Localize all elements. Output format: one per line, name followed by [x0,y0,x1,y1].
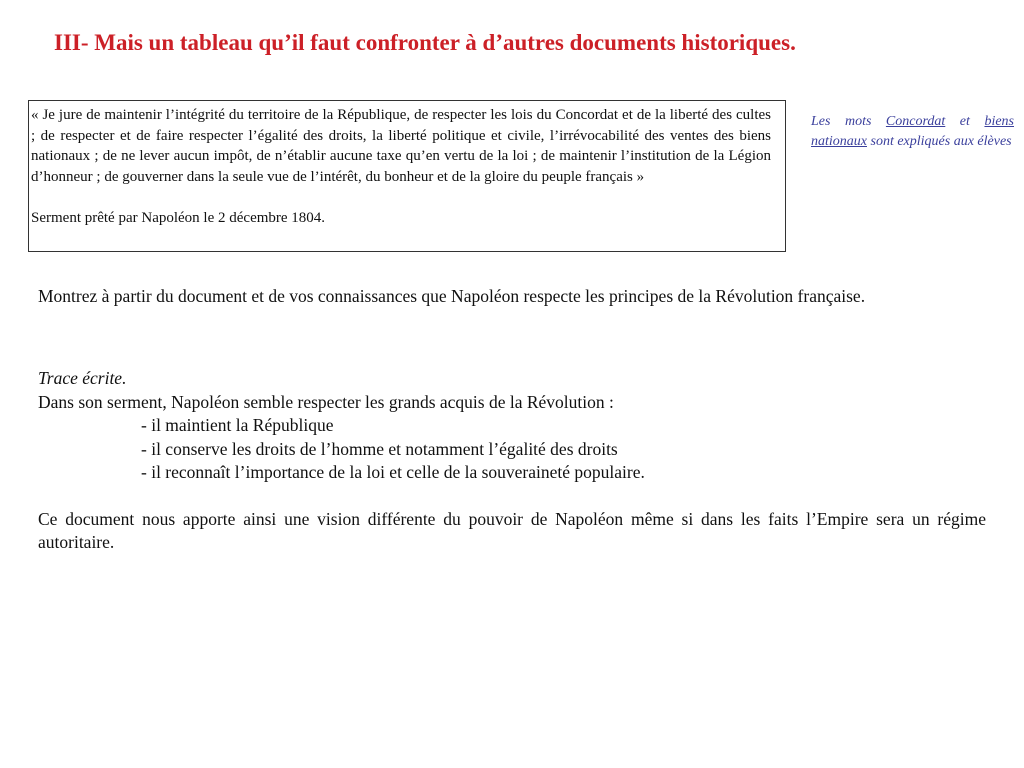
summary-bullet: - il reconnaît l’importance de la loi et celle de la souveraineté populaire. [141,462,645,482]
note-text: et [945,114,985,129]
note-text: Les mots [811,114,886,129]
question-prompt: Montrez à partir du document et de vos connaissances que Napoléon respecte les principes de la Révolution française. [38,286,866,306]
note-text: sont expliqués aux élèves [867,134,1012,149]
quote-box [28,100,786,252]
slide-title: III- Mais un tableau qu’il faut confronter à d’autres documents historiques. [54,30,796,55]
summary-bullet: - il conserve les droits de l’homme et notamment l’égalité des droits [141,438,618,459]
oath-quote: « Je jure de maintenir l’intégrité du territoire de la République, de respecter les lois du Concordat et de la liberté des cultes ; de respecter et de faire respecter l’égalité des droits, la liberté politique et civile, l’irrévocabilité des ventes des biens nationaux ; de ne lever aucun impôt, de n’établir aucune taxe qu’en vertu de la loi ; de maintenir l’institution de la Légion d’honneur ; de gouverner dans la seule vue de l’intérêt, du bonheur et de la gloire du peuple français » [31,107,771,185]
summary-heading: Trace écrite. [38,368,127,388]
teacher-note [811,112,1014,152]
quote-source: Serment prêté par Napoléon le 2 décembre 1804. [31,210,326,227]
written-summary [38,367,986,555]
note-term-biens-nationaux: biens nationaux [811,114,1014,149]
summary-bullet: - il maintient la République [141,415,334,435]
summary-intro: Dans son serment, Napoléon semble respecter les grands acquis de la Révolution : [38,391,614,412]
note-term-concordat: Concordat [885,114,946,129]
summary-conclusion: Ce document nous apporte ainsi une vision différente du pouvoir de Napoléon même si dans les faits l’Empire sera un régime autoritaire. [38,508,986,552]
